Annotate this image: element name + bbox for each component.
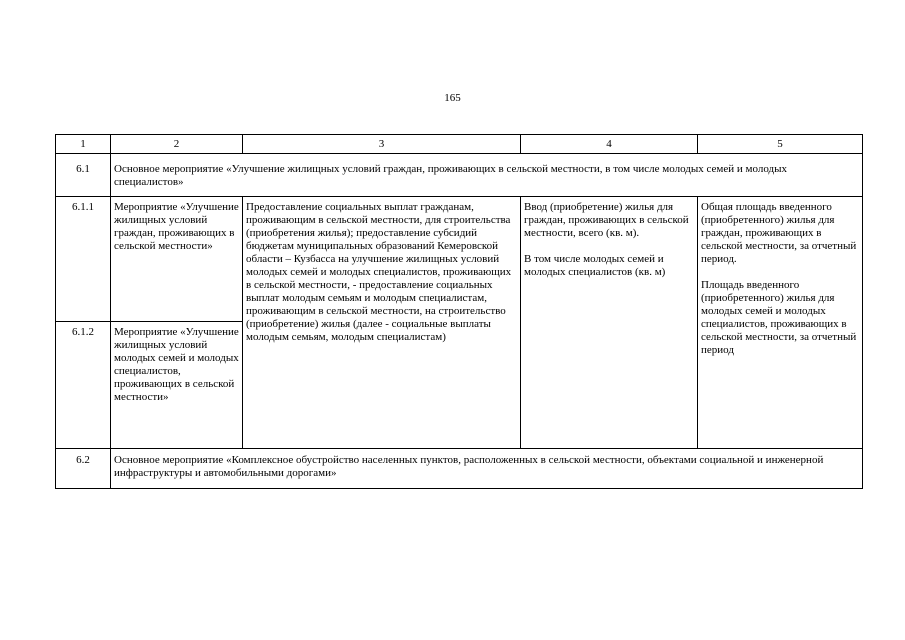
method-cell (698, 197, 863, 449)
table-row-6-1-1 (56, 197, 863, 322)
header-col-1: 1 (56, 135, 111, 154)
section-title: Основное мероприятие «Комплексное обустройство населенных пунктов, расположенных в сельской местности, объектами социальной и инженерной инфраструктуры и автомобильными дорогами» (111, 449, 863, 489)
section-row-6-2 (56, 449, 863, 489)
page-number: 165 (444, 92, 461, 104)
section-number: 6.2 (56, 449, 111, 489)
header-col-5: 5 (698, 135, 863, 154)
row-number: 6.1.1 (56, 197, 111, 322)
method-text-young: Площадь введенного (приобретенного) жилья для молодых семей и молодых специалистов, проживающих в сельской местности, за отчетный период (701, 279, 857, 356)
indicator-cell (521, 197, 698, 449)
section-number: 6.1 (56, 154, 111, 197)
header-col-3: 3 (243, 135, 521, 154)
indicator-text-young: В том числе молодых семей и молодых специалистов (кв. м) (524, 253, 666, 278)
indicator-text-total: Ввод (приобретение) жилья для граждан, проживающих в сельской местности, всего (кв. м). (524, 201, 689, 239)
section-row-6-1 (56, 154, 863, 197)
header-row (56, 135, 863, 154)
header-col-2: 2 (111, 135, 243, 154)
activity-description: Предоставление социальных выплат гражданам, проживающим в сельской местности, для строительства (приобретения жилья); предоставление субсидий бюджетам муниципальных образований Кемеровской области – Кузбасса на улучшение жилищных условий молодых семей и молодых специалистов, проживающих в сельской местности, - предоставление социальных выплат молодым семьям и молодым специалистам, проживающим в сельской местности, на строительство (приобретение) жилья (далее - социальные выплаты молодым семьям, молодым специалистам) (243, 197, 521, 449)
activity-name: Мероприятие «Улучшение жилищных условий молодых семей и молодых специалистов, проживающих в сельской местности» (111, 322, 243, 449)
row-number: 6.1.2 (56, 322, 111, 449)
header-col-4: 4 (521, 135, 698, 154)
method-text-total: Общая площадь введенного (приобретенного) жилья для граждан, проживающих в сельской местности, за отчетный период. (701, 201, 857, 265)
activity-name: Мероприятие «Улучшение жилищных условий граждан, проживающих в сельской местности» (111, 197, 243, 322)
program-table (55, 134, 863, 489)
section-title: Основное мероприятие «Улучшение жилищных условий граждан, проживающих в сельской местности, в том числе молодых семей и молодых специалистов» (111, 154, 863, 197)
